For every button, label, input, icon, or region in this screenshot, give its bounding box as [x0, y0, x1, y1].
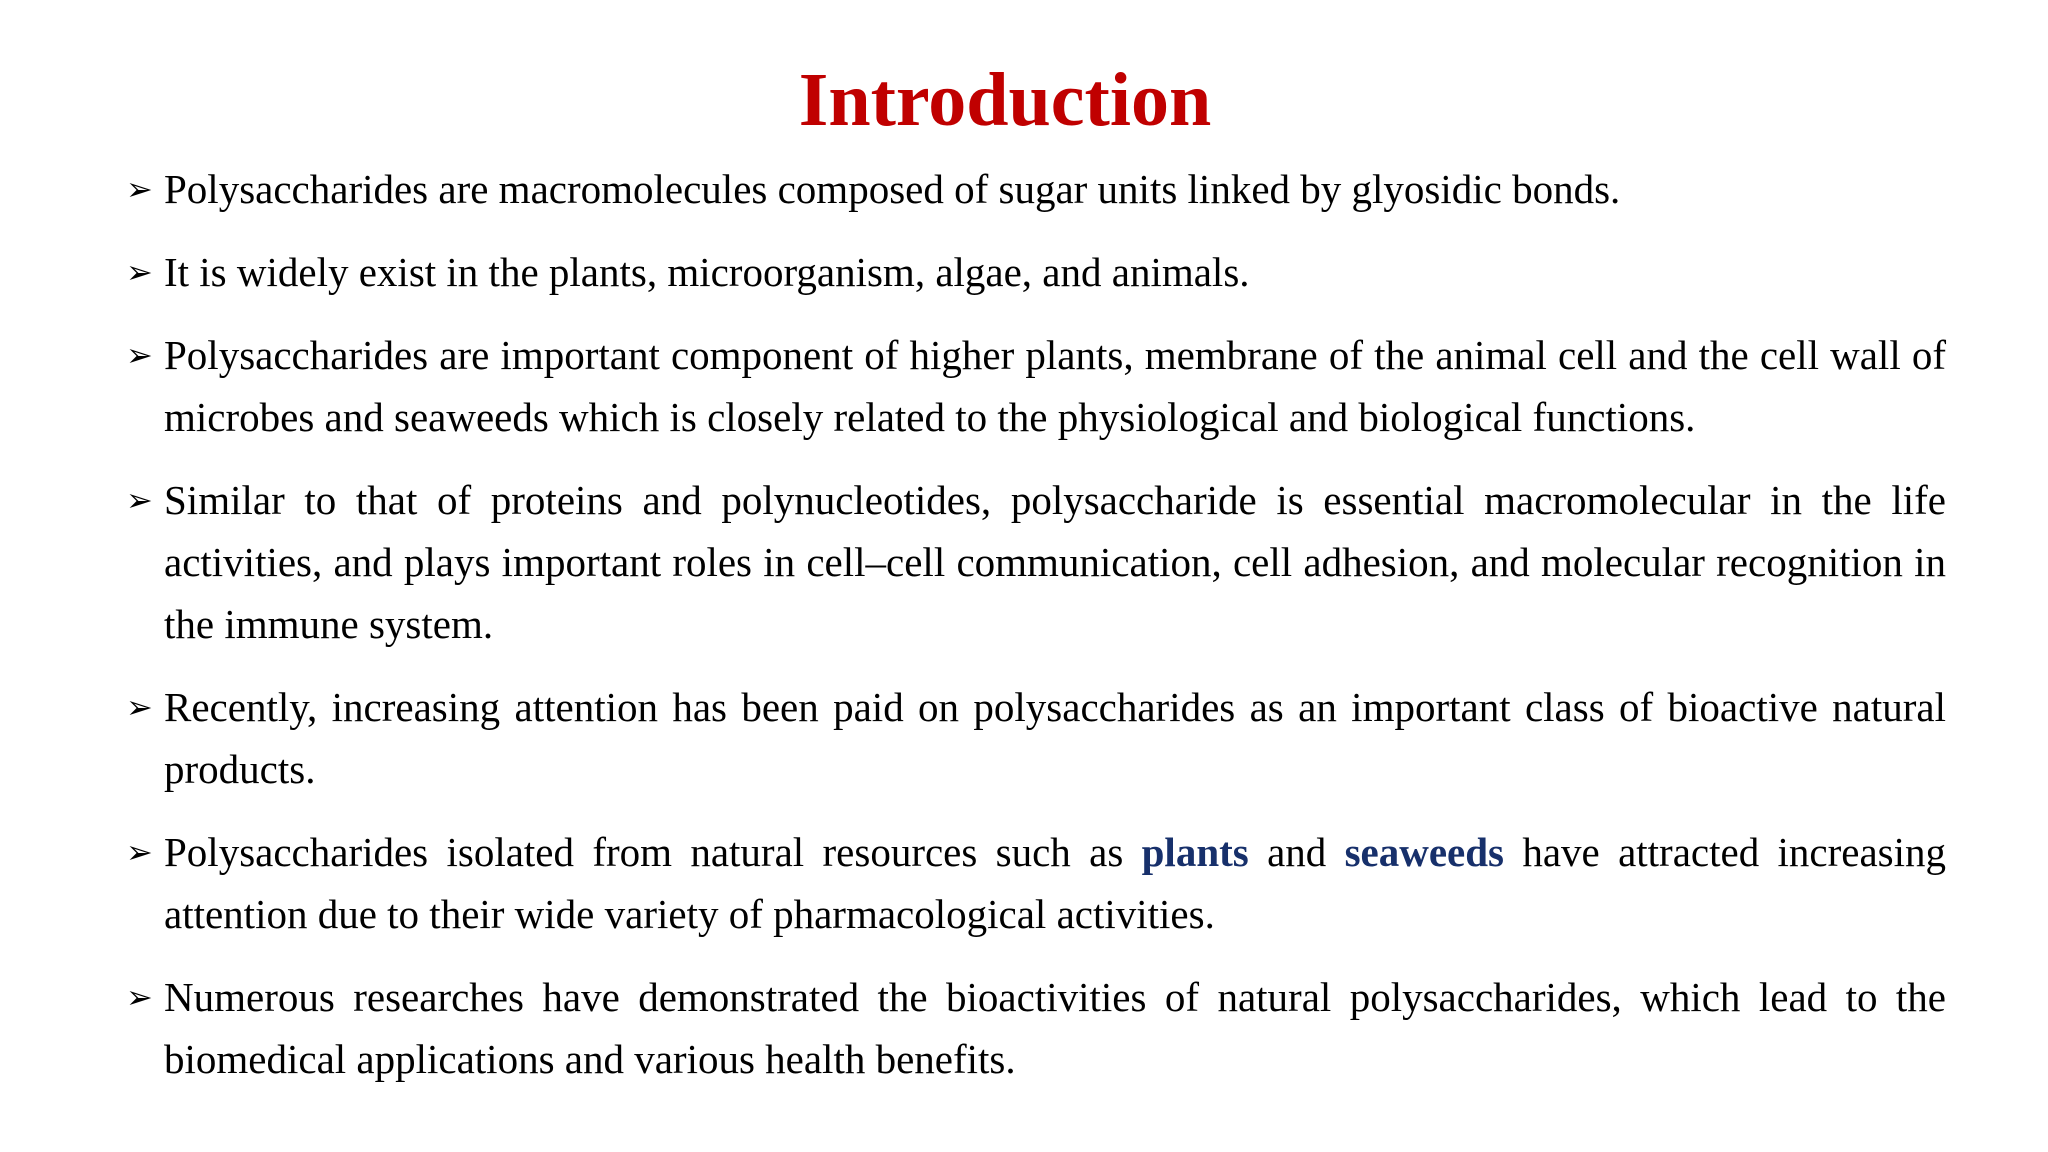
highlight-plants: plants — [1141, 829, 1249, 875]
bullet-text: It is widely exist in the plants, microorganism, algae, and animals. — [164, 249, 1250, 295]
bullet-item — [126, 241, 1946, 303]
bullet-item — [126, 676, 1946, 800]
bullet-text: Numerous researches have demonstrated the bioactivities of natural polysaccharides, which lead to the biomedical applications and various health benefits. — [164, 974, 1946, 1082]
bullet-item — [126, 324, 1946, 448]
bullet-item — [126, 158, 1946, 220]
bullet-text-segment: Polysaccharides isolated from natural resources such as — [164, 829, 1142, 875]
arrow-bullet-icon: ➢ — [126, 688, 153, 726]
bullet-text: Polysaccharides are important component of higher plants, membrane of the animal cell and the cell wall of microbes and seaweeds which is closely related to the physiological and biological functions. — [164, 332, 1946, 440]
slide-title: Introduction — [798, 58, 1212, 142]
bullet-item — [126, 966, 1946, 1090]
bullet-text: Recently, increasing attention has been paid on polysaccharides as an important class of bioactive natural products. — [164, 684, 1946, 792]
bullet-text: Similar to that of proteins and polynucleotides, polysaccharide is essential macromolecular in the life activities, and plays important roles in cell–cell communication, cell adhesion, and molecular recognition in the immune system. — [164, 477, 1946, 647]
arrow-bullet-icon: ➢ — [126, 170, 153, 208]
bullet-list — [126, 158, 1946, 1111]
arrow-bullet-icon: ➢ — [126, 336, 153, 374]
arrow-bullet-icon: ➢ — [126, 833, 153, 871]
bullet-text: Polysaccharides are macromolecules composed of sugar units linked by glyosidic bonds. — [164, 166, 1621, 212]
arrow-bullet-icon: ➢ — [126, 978, 153, 1016]
bullet-item — [126, 821, 1946, 945]
bullet-text-segment: and — [1248, 829, 1345, 875]
arrow-bullet-icon: ➢ — [126, 253, 153, 291]
arrow-bullet-icon: ➢ — [126, 481, 153, 519]
highlight-seaweeds: seaweeds — [1344, 829, 1505, 875]
bullet-item — [126, 469, 1946, 655]
bullet-text-segment: have attracted increasing attention due to their wide variety of pharmacological activities. — [164, 829, 1947, 937]
